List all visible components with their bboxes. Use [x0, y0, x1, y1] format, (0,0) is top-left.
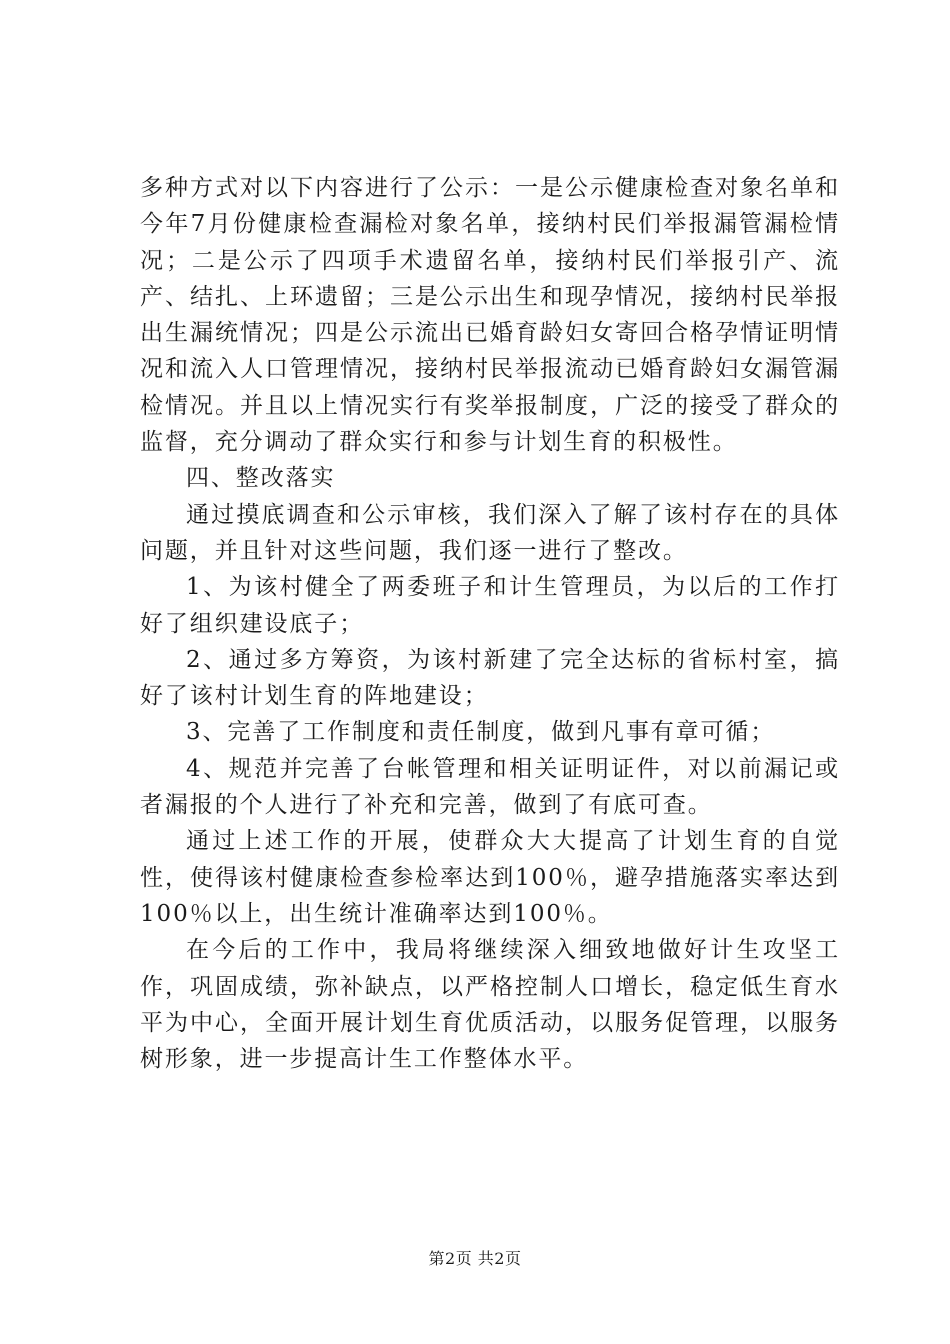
- paragraph-item-3: 3、完善了工作制度和责任制度，做到凡事有章可循；: [186, 719, 776, 746]
- paragraph-item-1: 1、为该村健全了两委班子和计生管理员，为以后的工作打好了组织建设底子；: [140, 574, 840, 637]
- paragraph-item-2: 2、通过多方筹资，为该村新建了完全达标的省标村室，搞好了该村计划生育的阵地建设；: [140, 646, 840, 710]
- paragraph-rectification-intro: 通过摸底调查和公示审核，我们深入了解了该村存在的具体问题，并且针对这些问题，我们逐一进行了整改。: [140, 501, 840, 564]
- paragraph-future-work: 在今后的工作中，我局将继续深入细致地做好计生攻坚工作，巩固成绩，弥补缺点，以严格控制人口增长，稳定低生育水平为中心，全面开展计划生育优质活动，以服务促管理，以服务树形象，进一步提高计生工作整体水平。: [140, 937, 840, 1073]
- paragraph-item-4: 4、规范并完善了台帐管理和相关证明证件，对以前漏记或者漏报的个人进行了补充和完善，做到了有底可查。: [140, 755, 840, 819]
- paragraph-publicity-continued: 多种方式对以下内容进行了公示：一是公示健康检查对象名单和今年7月份健康检查漏检对象名单，接纳村民们举报漏管漏检情况；二是公示了四项手术遗留名单，接纳村民们举报引产、流产、结扎、上环遗留；三是公示出生和现孕情况，接纳村民举报出生漏统情况；四是公示流出已婚育龄妇女寄回合格孕情证明情况和流入人口管理情况，接纳村民举报流动已婚育龄妇女漏管漏检情况。并且以上情况实行有奖举报制度，广泛的接受了群众的监督，充分调动了群众实行和参与计划生育的积极性。: [140, 175, 840, 456]
- document-body: [140, 170, 840, 1077]
- page-number-footer: 第2页 共2页: [428, 1249, 522, 1268]
- paragraph-results: 通过上述工作的开展，使群众大大提高了计划生育的自觉性，使得该村健康检查参检率达到100％，避孕措施落实率达到100％以上，出生统计准确率达到100％。: [140, 828, 840, 927]
- section-heading-rectification: 四、整改落实: [186, 465, 336, 492]
